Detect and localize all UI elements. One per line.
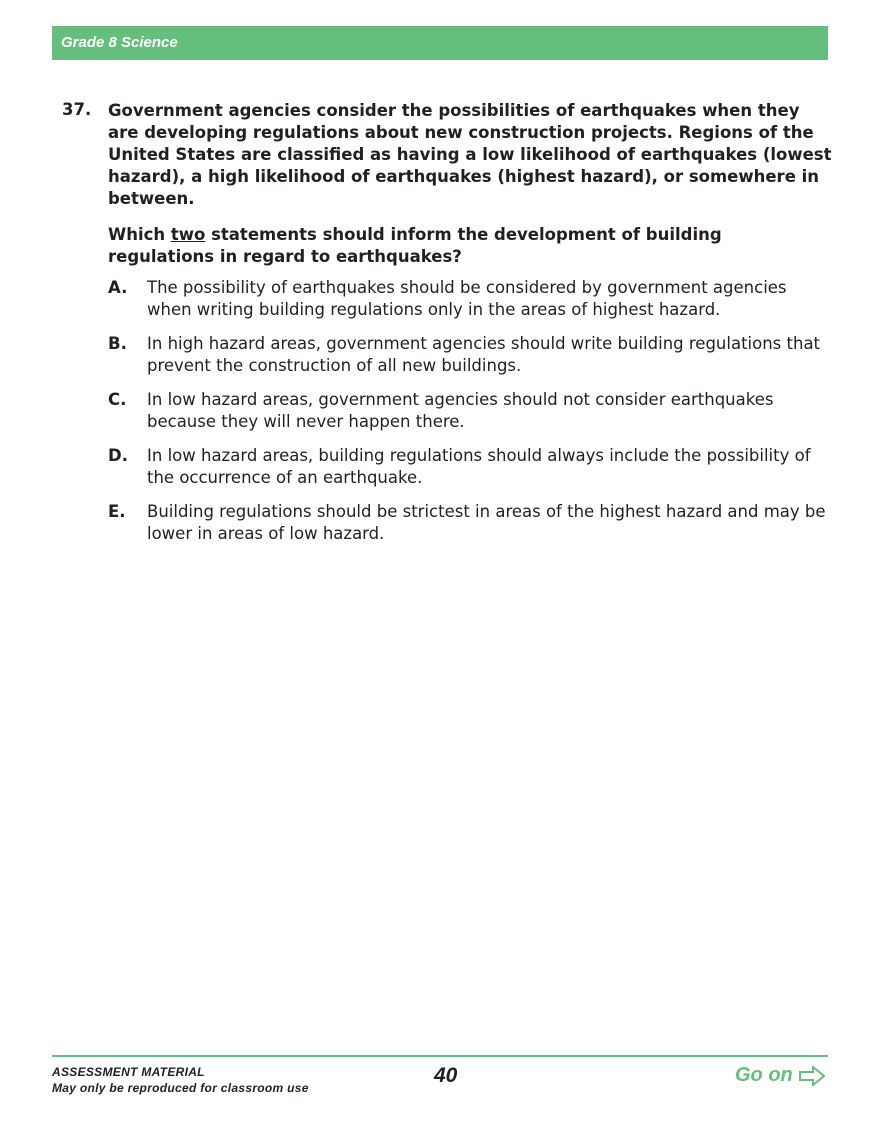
- footer-notice: [52, 1064, 309, 1096]
- go-on-indicator: [735, 1064, 825, 1087]
- question-number: 37.: [62, 100, 92, 119]
- go-on-label: Go on: [735, 1064, 793, 1086]
- question-prompt: [108, 224, 833, 268]
- option-b[interactable]: [108, 333, 828, 377]
- option-text: In low hazard areas, government agencies should not consider earthquakes because they will never happen there.: [147, 390, 774, 431]
- prompt-emphasis: two: [170, 225, 206, 244]
- option-letter: A.: [108, 278, 128, 297]
- option-text: In high hazard areas, government agencies should write building regulations that prevent the construction of all new buildings.: [147, 334, 821, 375]
- option-a[interactable]: [108, 277, 828, 321]
- option-letter: E.: [108, 502, 126, 521]
- footer-line2: May only be reproduced for classroom use: [52, 1081, 309, 1095]
- footer-divider: [52, 1055, 828, 1057]
- option-text: The possibility of earthquakes should be considered by government agencies when writing building regulations only in the areas of highest hazard.: [147, 278, 787, 319]
- option-letter: C.: [108, 390, 127, 409]
- prompt-text: statements should inform the development of building regulations in regard to earthquakes?: [108, 225, 722, 266]
- prompt-text: Which: [108, 225, 171, 244]
- option-d[interactable]: [108, 445, 828, 489]
- arrow-right-icon: [799, 1066, 825, 1086]
- page-number: 40: [434, 1064, 458, 1087]
- question-stem: [108, 100, 833, 282]
- header-bar: [52, 26, 828, 60]
- option-text: Building regulations should be strictest in areas of the highest hazard and may be lower in areas of low hazard.: [147, 502, 826, 543]
- question-text: Government agencies consider the possibilities of earthquakes when they are developing regulations about new construction projects. Regions of the United States are classified as having a low likelihood of earthquakes (lowest hazard), a high likelihood of earthquakes (highest hazard), or somewhere in between.: [108, 101, 832, 208]
- footer-line1: ASSESSMENT MATERIAL: [52, 1065, 205, 1079]
- option-text: In low hazard areas, building regulations should always include the possibility of the occurrence of an earthquake.: [147, 446, 811, 487]
- option-e[interactable]: [108, 501, 828, 545]
- option-c[interactable]: [108, 389, 828, 433]
- answer-options: [108, 277, 828, 557]
- option-letter: B.: [108, 334, 127, 353]
- option-letter: D.: [108, 446, 128, 465]
- header-title: Grade 8 Science: [61, 34, 178, 51]
